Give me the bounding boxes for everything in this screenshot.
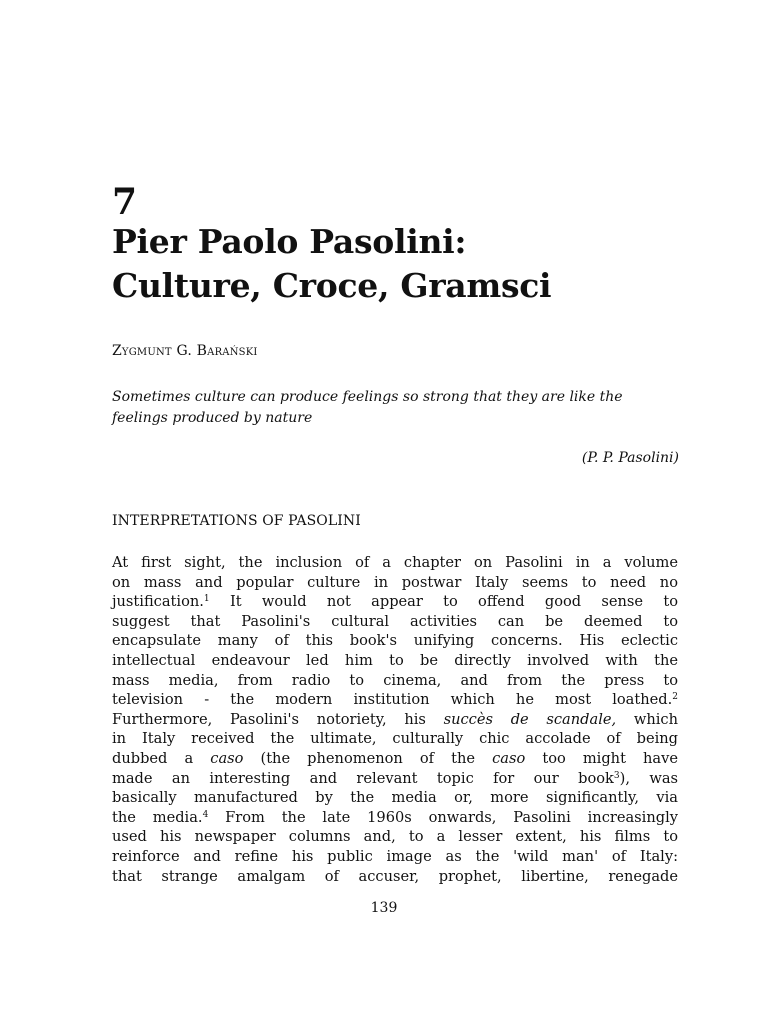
body-line: on mass and popular culture in postwar Italy seems to need no — [112, 573, 678, 591]
epigraph-line: Sometimes culture can produce feelings so strong that they are like the — [112, 389, 623, 405]
body-line: encapsulate many of this book's unifying concerns. His eclectic — [112, 632, 678, 650]
author-first-name: Zygmunt — [112, 343, 172, 359]
body-line: made an interesting and relevant topic for our book$^3$), was — [112, 769, 679, 787]
body-line: At first sight, the inclusion of a chapter on Pasolini in a volume — [112, 554, 678, 571]
body-line: intellectual endeavour led him to be directly involved with the — [112, 651, 678, 669]
body-line: basically manufactured by the media or, more significantly, via — [112, 789, 678, 807]
author-initial: G. — [176, 343, 193, 359]
chapter-title-line: Culture, Croce, Gramsci — [112, 266, 552, 305]
chapter-title-line: Pier Paolo Pasolini: — [112, 222, 467, 261]
body-line: used his newspaper columns and, to a lesser extent, his films to — [112, 828, 678, 846]
body-line: the media.$^4$ From the late 1960s onwards, Pasolini increasingly — [112, 808, 678, 826]
body-paragraph — [112, 553, 678, 886]
chapter-author — [112, 343, 258, 359]
epigraph-line: feelings produced by nature — [112, 410, 313, 426]
author-last-name: Barański — [196, 343, 258, 359]
page-number: 139 — [370, 900, 398, 916]
body-line: television - the modern institution which he most loathed.$^2$ — [112, 691, 678, 709]
body-line: dubbed a caso (the phenomenon of the caso too might have — [112, 749, 678, 767]
body-line: in Italy received the ultimate, culturally chic accolade of being — [112, 730, 678, 748]
body-line: mass media, from radio to cinema, and from the press to — [112, 671, 678, 689]
footnote-ref: 3 — [613, 770, 620, 781]
body-line: that strange amalgam of accuser, prophet, libertine, renegade — [112, 867, 678, 885]
body-line: justification.$^1$ It would not appear to offend good sense to — [112, 593, 678, 611]
footnote-ref: 2 — [672, 692, 678, 703]
body-line: suggest that Pasolini's cultural activities can be deemed to — [112, 612, 678, 630]
footnote-ref: 1 — [203, 594, 210, 605]
chapter-number: 7 — [112, 181, 138, 223]
body-line: Furthermore, Pasolini's notoriety, his succès de scandale, which — [112, 710, 678, 728]
body-line: reinforce and refine his public image as the 'wild man' of Italy: — [112, 847, 678, 865]
chapter-title — [112, 220, 692, 308]
epigraph-attribution: (P. P. Pasolini) — [581, 450, 679, 466]
footnote-ref: 4 — [202, 809, 209, 820]
section-heading: INTERPRETATIONS OF PASOLINI — [112, 513, 361, 529]
epigraph — [112, 387, 682, 429]
